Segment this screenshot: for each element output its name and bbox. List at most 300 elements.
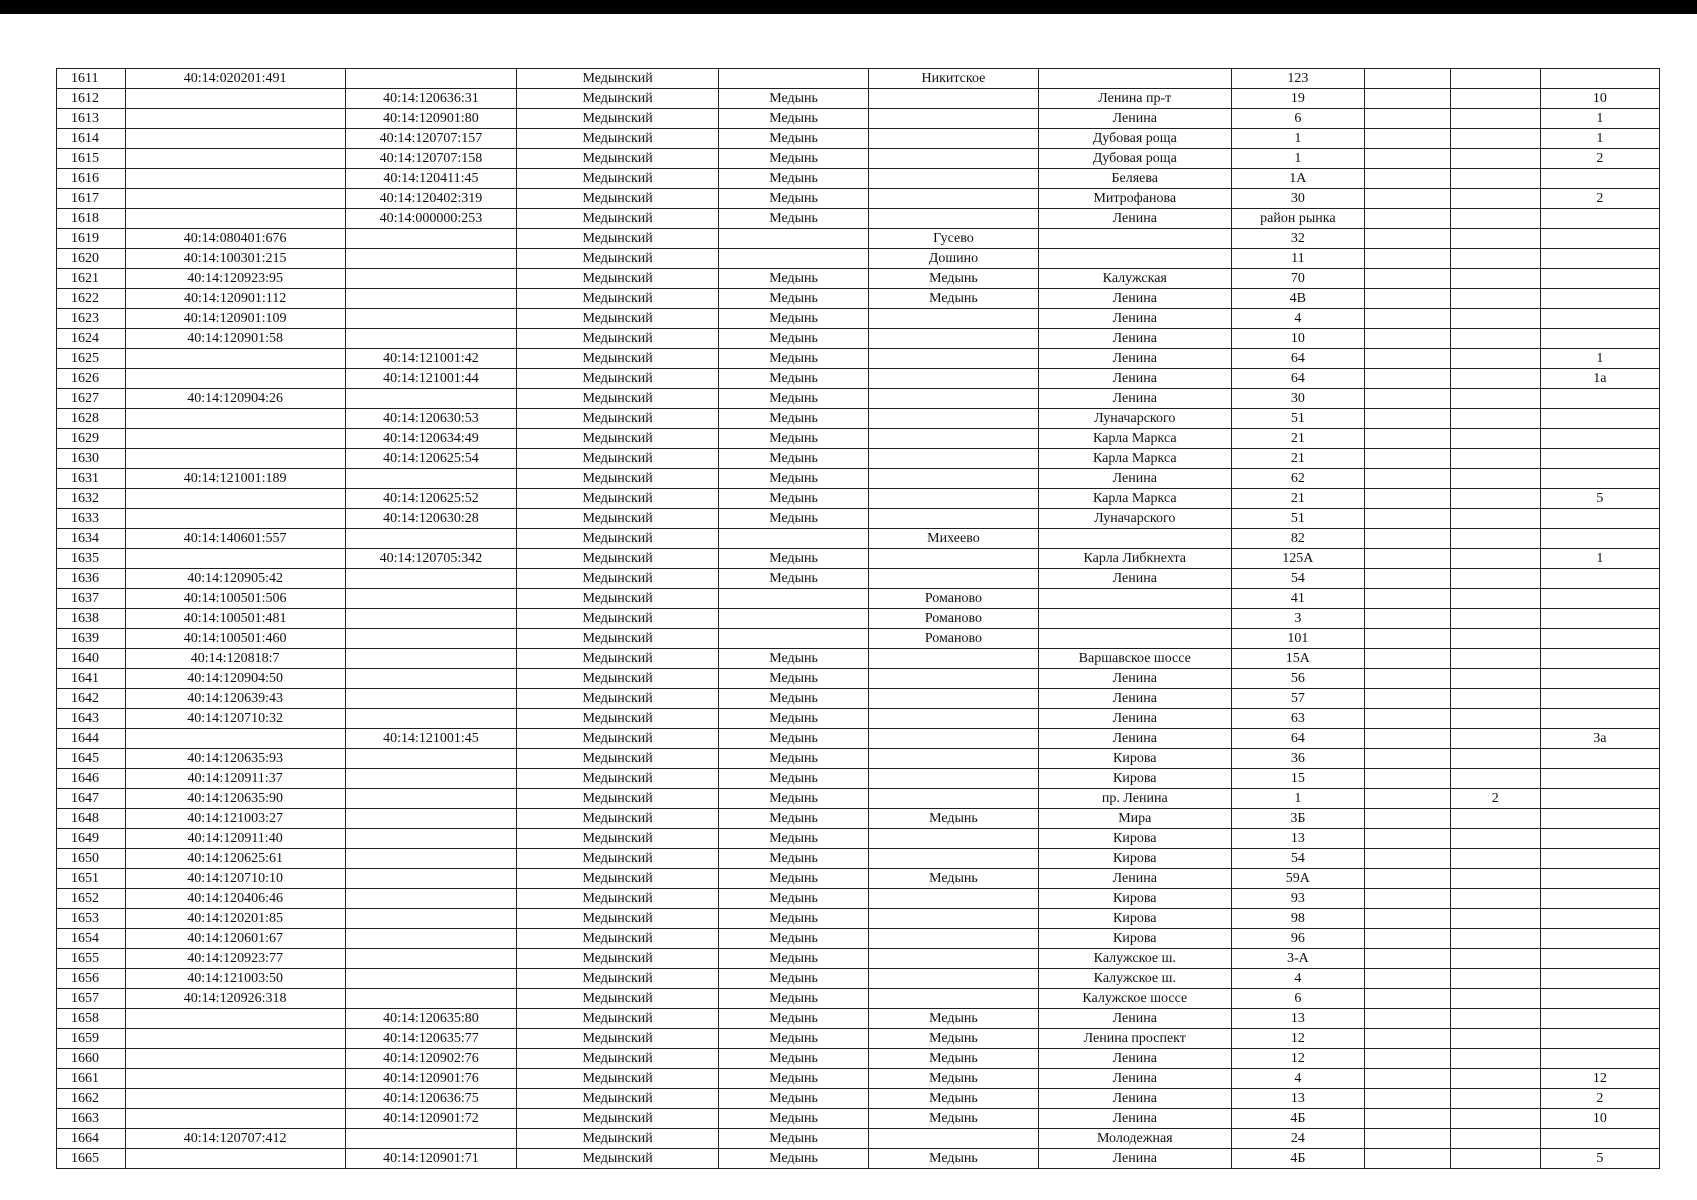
table-row: [57, 89, 1660, 109]
house-cell: 13: [1231, 829, 1364, 849]
cadastral-number-a: 40:14:120201:85: [125, 909, 345, 929]
city-cell: Медынь: [718, 949, 868, 969]
extra-cell-3: [1540, 949, 1659, 969]
cadastral-number-a: 40:14:120635:90: [125, 789, 345, 809]
house-cell: 15А: [1231, 649, 1364, 669]
cadastral-number-a: [125, 209, 345, 229]
city-cell: Медынь: [718, 129, 868, 149]
district-cell: Медынский: [517, 189, 719, 209]
cadastral-number-a: [125, 1029, 345, 1049]
table-row: [57, 749, 1660, 769]
district-cell: Медынский: [517, 609, 719, 629]
cadastral-number-a: 40:14:120710:10: [125, 869, 345, 889]
settlement-cell: Никитское: [869, 69, 1039, 89]
street-cell: Ленина: [1038, 469, 1231, 489]
extra-cell-2: [1450, 209, 1540, 229]
extra-cell-1: [1364, 189, 1450, 209]
table-row: [57, 689, 1660, 709]
row-number: 1654: [57, 929, 126, 949]
settlement-cell: Медынь: [869, 1029, 1039, 1049]
extra-cell-3: [1540, 809, 1659, 829]
extra-cell-1: [1364, 789, 1450, 809]
cadastral-number-a: [125, 409, 345, 429]
city-cell: Медынь: [718, 909, 868, 929]
district-cell: Медынский: [517, 369, 719, 389]
cadastral-number-b: [345, 69, 517, 89]
table-row: [57, 109, 1660, 129]
cadastral-number-b: 40:14:120636:31: [345, 89, 517, 109]
extra-cell-1: [1364, 209, 1450, 229]
district-cell: Медынский: [517, 949, 719, 969]
table-row: [57, 789, 1660, 809]
settlement-cell: Медынь: [869, 1089, 1039, 1109]
table-row: [57, 829, 1660, 849]
city-cell: Медынь: [718, 189, 868, 209]
cadastral-number-a: 40:14:120818:7: [125, 649, 345, 669]
house-cell: 32: [1231, 229, 1364, 249]
row-number: 1643: [57, 709, 126, 729]
house-cell: 30: [1231, 189, 1364, 209]
extra-cell-1: [1364, 469, 1450, 489]
row-number: 1640: [57, 649, 126, 669]
settlement-cell: [869, 549, 1039, 569]
extra-cell-3: [1540, 429, 1659, 449]
district-cell: Медынский: [517, 1129, 719, 1149]
city-cell: Медынь: [718, 429, 868, 449]
table-row: [57, 189, 1660, 209]
district-cell: Медынский: [517, 1049, 719, 1069]
settlement-cell: [869, 849, 1039, 869]
cadastral-number-b: [345, 989, 517, 1009]
house-cell: 4В: [1231, 289, 1364, 309]
extra-cell-2: [1450, 89, 1540, 109]
extra-cell-1: [1364, 1129, 1450, 1149]
extra-cell-2: [1450, 389, 1540, 409]
house-cell: 96: [1231, 929, 1364, 949]
street-cell: Ленина: [1038, 709, 1231, 729]
street-cell: Луначарского: [1038, 409, 1231, 429]
row-number: 1621: [57, 269, 126, 289]
extra-cell-3: [1540, 1049, 1659, 1069]
street-cell: Кирова: [1038, 829, 1231, 849]
extra-cell-3: [1540, 249, 1659, 269]
street-cell: Кирова: [1038, 769, 1231, 789]
district-cell: Медынский: [517, 749, 719, 769]
cadastral-number-a: [125, 189, 345, 209]
extra-cell-1: [1364, 949, 1450, 969]
cadastral-number-a: 40:14:121003:50: [125, 969, 345, 989]
row-number: 1626: [57, 369, 126, 389]
house-cell: 1: [1231, 789, 1364, 809]
settlement-cell: Михеево: [869, 529, 1039, 549]
house-cell: 4Б: [1231, 1109, 1364, 1129]
extra-cell-1: [1364, 389, 1450, 409]
settlement-cell: [869, 509, 1039, 529]
cadastral-number-b: [345, 649, 517, 669]
district-cell: Медынский: [517, 529, 719, 549]
house-cell: 19: [1231, 89, 1364, 109]
row-number: 1619: [57, 229, 126, 249]
extra-cell-2: [1450, 269, 1540, 289]
cadastral-number-a: 40:14:140601:557: [125, 529, 345, 549]
district-cell: Медынский: [517, 689, 719, 709]
table-row: [57, 369, 1660, 389]
street-cell: Калужское шоссе: [1038, 989, 1231, 1009]
extra-cell-2: [1450, 949, 1540, 969]
cadastral-number-b: [345, 609, 517, 629]
extra-cell-2: [1450, 1029, 1540, 1049]
cadastral-number-a: 40:14:080401:676: [125, 229, 345, 249]
extra-cell-3: [1540, 629, 1659, 649]
table-row: [57, 909, 1660, 929]
table-row: [57, 509, 1660, 529]
city-cell: Медынь: [718, 829, 868, 849]
extra-cell-3: 10: [1540, 1109, 1659, 1129]
extra-cell-2: [1450, 229, 1540, 249]
district-cell: Медынский: [517, 229, 719, 249]
city-cell: Медынь: [718, 569, 868, 589]
table-row: [57, 269, 1660, 289]
extra-cell-1: [1364, 849, 1450, 869]
extra-cell-1: [1364, 829, 1450, 849]
extra-cell-2: [1450, 569, 1540, 589]
cadastral-number-b: 40:14:120636:75: [345, 1089, 517, 1109]
extra-cell-1: [1364, 289, 1450, 309]
extra-cell-1: [1364, 229, 1450, 249]
row-number: 1650: [57, 849, 126, 869]
settlement-cell: Медынь: [869, 1049, 1039, 1069]
extra-cell-1: [1364, 1009, 1450, 1029]
city-cell: Медынь: [718, 729, 868, 749]
address-register-table: [56, 68, 1660, 1169]
cadastral-number-b: [345, 669, 517, 689]
city-cell: Медынь: [718, 1009, 868, 1029]
street-cell: Беляева: [1038, 169, 1231, 189]
extra-cell-2: [1450, 849, 1540, 869]
table-row: [57, 889, 1660, 909]
table-row: [57, 869, 1660, 889]
row-number: 1642: [57, 689, 126, 709]
settlement-cell: [869, 689, 1039, 709]
cadastral-number-a: 40:14:120625:61: [125, 849, 345, 869]
extra-cell-2: [1450, 289, 1540, 309]
house-cell: 63: [1231, 709, 1364, 729]
table-row: [57, 849, 1660, 869]
district-cell: Медынский: [517, 989, 719, 1009]
house-cell: 93: [1231, 889, 1364, 909]
row-number: 1646: [57, 769, 126, 789]
cadastral-number-a: 40:14:120901:58: [125, 329, 345, 349]
city-cell: Медынь: [718, 449, 868, 469]
settlement-cell: [869, 969, 1039, 989]
street-cell: Кирова: [1038, 889, 1231, 909]
cadastral-number-b: 40:14:120635:80: [345, 1009, 517, 1029]
table-row: [57, 609, 1660, 629]
city-cell: Медынь: [718, 89, 868, 109]
extra-cell-3: [1540, 569, 1659, 589]
extra-cell-1: [1364, 869, 1450, 889]
extra-cell-1: [1364, 609, 1450, 629]
row-number: 1623: [57, 309, 126, 329]
extra-cell-1: [1364, 109, 1450, 129]
cadastral-number-a: 40:14:120911:37: [125, 769, 345, 789]
extra-cell-1: [1364, 1049, 1450, 1069]
cadastral-number-a: 40:14:120904:26: [125, 389, 345, 409]
row-number: 1652: [57, 889, 126, 909]
cadastral-number-a: 40:14:120923:77: [125, 949, 345, 969]
street-cell: Ленина: [1038, 389, 1231, 409]
extra-cell-2: [1450, 989, 1540, 1009]
house-cell: 12: [1231, 1049, 1364, 1069]
house-cell: 21: [1231, 429, 1364, 449]
extra-cell-1: [1364, 409, 1450, 429]
house-cell: район рынка: [1231, 209, 1364, 229]
cadastral-number-a: 40:14:100501:506: [125, 589, 345, 609]
extra-cell-3: [1540, 669, 1659, 689]
table-row: [57, 1069, 1660, 1089]
extra-cell-3: [1540, 389, 1659, 409]
cadastral-number-a: [125, 369, 345, 389]
extra-cell-1: [1364, 769, 1450, 789]
city-cell: [718, 629, 868, 649]
cadastral-number-a: [125, 549, 345, 569]
extra-cell-1: [1364, 649, 1450, 669]
district-cell: Медынский: [517, 409, 719, 429]
settlement-cell: [869, 769, 1039, 789]
cadastral-number-a: [125, 429, 345, 449]
house-cell: 3Б: [1231, 809, 1364, 829]
city-cell: Медынь: [718, 1129, 868, 1149]
table-row: [57, 169, 1660, 189]
cadastral-number-b: [345, 789, 517, 809]
cadastral-number-b: [345, 869, 517, 889]
district-cell: Медынский: [517, 669, 719, 689]
extra-cell-2: [1450, 609, 1540, 629]
cadastral-number-a: 40:14:120901:112: [125, 289, 345, 309]
cadastral-number-b: [345, 389, 517, 409]
extra-cell-2: [1450, 529, 1540, 549]
settlement-cell: Медынь: [869, 1069, 1039, 1089]
row-number: 1627: [57, 389, 126, 409]
row-number: 1651: [57, 869, 126, 889]
cadastral-number-b: 40:14:120901:72: [345, 1109, 517, 1129]
city-cell: [718, 609, 868, 629]
cadastral-number-b: 40:14:121001:42: [345, 349, 517, 369]
street-cell: Мира: [1038, 809, 1231, 829]
extra-cell-2: [1450, 129, 1540, 149]
house-cell: 4: [1231, 969, 1364, 989]
cadastral-number-a: [125, 1049, 345, 1069]
extra-cell-2: [1450, 249, 1540, 269]
street-cell: Калужское ш.: [1038, 949, 1231, 969]
table-row: [57, 929, 1660, 949]
house-cell: 54: [1231, 849, 1364, 869]
city-cell: Медынь: [718, 989, 868, 1009]
district-cell: Медынский: [517, 349, 719, 369]
street-cell: Ленина: [1038, 1069, 1231, 1089]
extra-cell-1: [1364, 349, 1450, 369]
extra-cell-3: [1540, 529, 1659, 549]
settlement-cell: [869, 329, 1039, 349]
row-number: 1655: [57, 949, 126, 969]
cadastral-number-b: [345, 949, 517, 969]
extra-cell-3: 10: [1540, 89, 1659, 109]
cadastral-number-b: [345, 1129, 517, 1149]
table-row: [57, 1109, 1660, 1129]
cadastral-number-b: 40:14:120707:157: [345, 129, 517, 149]
extra-cell-2: [1450, 189, 1540, 209]
cadastral-number-a: [125, 449, 345, 469]
house-cell: 10: [1231, 329, 1364, 349]
street-cell: Ленина: [1038, 109, 1231, 129]
settlement-cell: [869, 369, 1039, 389]
cadastral-number-b: 40:14:120707:158: [345, 149, 517, 169]
extra-cell-3: 1: [1540, 129, 1659, 149]
extra-cell-3: [1540, 589, 1659, 609]
district-cell: Медынский: [517, 509, 719, 529]
street-cell: Карла Маркса: [1038, 449, 1231, 469]
table-row: [57, 209, 1660, 229]
extra-cell-2: [1450, 589, 1540, 609]
cadastral-number-a: 40:14:120911:40: [125, 829, 345, 849]
cadastral-number-b: [345, 749, 517, 769]
city-cell: Медынь: [718, 809, 868, 829]
table-row: [57, 1089, 1660, 1109]
extra-cell-3: [1540, 989, 1659, 1009]
extra-cell-2: [1450, 769, 1540, 789]
extra-cell-2: [1450, 809, 1540, 829]
house-cell: 30: [1231, 389, 1364, 409]
cadastral-number-a: 40:14:120406:46: [125, 889, 345, 909]
cadastral-number-b: 40:14:120411:45: [345, 169, 517, 189]
cadastral-number-a: [125, 109, 345, 129]
cadastral-number-a: [125, 1109, 345, 1129]
extra-cell-2: [1450, 169, 1540, 189]
row-number: 1630: [57, 449, 126, 469]
extra-cell-1: [1364, 329, 1450, 349]
extra-cell-1: [1364, 889, 1450, 909]
extra-cell-2: [1450, 69, 1540, 89]
extra-cell-3: [1540, 209, 1659, 229]
street-cell: [1038, 629, 1231, 649]
extra-cell-3: 1: [1540, 549, 1659, 569]
district-cell: Медынский: [517, 309, 719, 329]
district-cell: Медынский: [517, 849, 719, 869]
cadastral-number-b: 40:14:120901:76: [345, 1069, 517, 1089]
extra-cell-3: [1540, 409, 1659, 429]
district-cell: Медынский: [517, 249, 719, 269]
extra-cell-1: [1364, 529, 1450, 549]
row-number: 1657: [57, 989, 126, 1009]
extra-cell-2: [1450, 109, 1540, 129]
settlement-cell: [869, 889, 1039, 909]
row-number: 1620: [57, 249, 126, 269]
street-cell: Ленина: [1038, 1149, 1231, 1169]
table-row: [57, 529, 1660, 549]
settlement-cell: Романово: [869, 589, 1039, 609]
row-number: 1618: [57, 209, 126, 229]
district-cell: Медынский: [517, 589, 719, 609]
table-row: [57, 149, 1660, 169]
row-number: 1661: [57, 1069, 126, 1089]
city-cell: Медынь: [718, 489, 868, 509]
settlement-cell: [869, 449, 1039, 469]
cadastral-number-a: 40:14:100501:481: [125, 609, 345, 629]
district-cell: Медынский: [517, 969, 719, 989]
city-cell: Медынь: [718, 749, 868, 769]
extra-cell-3: 3а: [1540, 729, 1659, 749]
table-row: [57, 289, 1660, 309]
extra-cell-3: [1540, 449, 1659, 469]
table-row: [57, 489, 1660, 509]
street-cell: Ленина: [1038, 669, 1231, 689]
table-row: [57, 329, 1660, 349]
table-row: [57, 809, 1660, 829]
settlement-cell: Медынь: [869, 1009, 1039, 1029]
house-cell: 125А: [1231, 549, 1364, 569]
row-number: 1634: [57, 529, 126, 549]
city-cell: Медынь: [718, 1029, 868, 1049]
extra-cell-2: [1450, 469, 1540, 489]
district-cell: Медынский: [517, 789, 719, 809]
house-cell: 13: [1231, 1089, 1364, 1109]
extra-cell-3: 1: [1540, 349, 1659, 369]
extra-cell-2: [1450, 669, 1540, 689]
house-cell: 4: [1231, 309, 1364, 329]
settlement-cell: [869, 109, 1039, 129]
extra-cell-3: [1540, 689, 1659, 709]
row-number: 1665: [57, 1149, 126, 1169]
street-cell: [1038, 69, 1231, 89]
settlement-cell: [869, 1129, 1039, 1149]
cadastral-number-b: 40:14:120625:54: [345, 449, 517, 469]
extra-cell-1: [1364, 669, 1450, 689]
extra-cell-3: [1540, 269, 1659, 289]
district-cell: Медынский: [517, 109, 719, 129]
house-cell: 64: [1231, 349, 1364, 369]
extra-cell-2: [1450, 1109, 1540, 1129]
city-cell: Медынь: [718, 509, 868, 529]
extra-cell-3: [1540, 849, 1659, 869]
row-number: 1658: [57, 1009, 126, 1029]
cadastral-number-b: [345, 289, 517, 309]
extra-cell-1: [1364, 909, 1450, 929]
district-cell: Медынский: [517, 469, 719, 489]
extra-cell-3: 1: [1540, 109, 1659, 129]
extra-cell-1: [1364, 689, 1450, 709]
district-cell: Медынский: [517, 149, 719, 169]
cadastral-number-b: 40:14:120635:77: [345, 1029, 517, 1049]
row-number: 1612: [57, 89, 126, 109]
cadastral-number-b: 40:14:120630:53: [345, 409, 517, 429]
table-row: [57, 1009, 1660, 1029]
house-cell: 3-А: [1231, 949, 1364, 969]
extra-cell-1: [1364, 1109, 1450, 1129]
house-cell: 3: [1231, 609, 1364, 629]
cadastral-number-a: 40:14:120635:93: [125, 749, 345, 769]
house-cell: 24: [1231, 1129, 1364, 1149]
settlement-cell: [869, 169, 1039, 189]
cadastral-number-a: [125, 1009, 345, 1029]
document-sheet: [56, 68, 1660, 1169]
street-cell: Кирова: [1038, 909, 1231, 929]
table-row: [57, 69, 1660, 89]
extra-cell-2: [1450, 409, 1540, 429]
settlement-cell: [869, 989, 1039, 1009]
street-cell: Ленина: [1038, 869, 1231, 889]
row-number: 1613: [57, 109, 126, 129]
extra-cell-3: [1540, 609, 1659, 629]
